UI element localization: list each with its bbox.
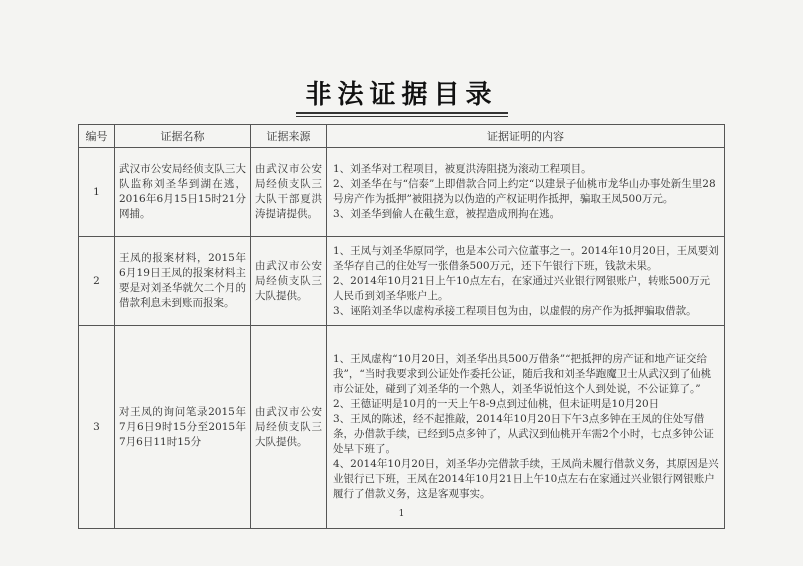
- table-header-row: [79, 125, 725, 148]
- content-item: 4、2014年10月20日，刘圣华办完借款手续，王凤尚未履行借款义务，其原因是兴业银行已下班，王凤在2014年10月21日上午10点左右在家通过兴业银行网银账户履行了借款义务，这是客观事实。: [333, 458, 719, 500]
- content-item: 3、王凤的陈述，经不起推敲，2014年10月20日下午3点多钟在王凤的住处写借条，办借款手续，已经到5点多钟了，从武汉到仙桃开车需2个小时，七点多钟公证处早下班了。: [333, 413, 714, 455]
- header-evidence-source: 证据来源: [251, 125, 327, 148]
- content-item: 3、诬陷刘圣华以虚构承接工程项目包为由，以虚假的房产作为抵押骗取借款。: [333, 304, 697, 317]
- table-row: [79, 237, 725, 326]
- row-evidence-name: 王凤的报案材料，2015年6月19日王凤的报案材料主要是对刘圣华就欠二个月的借款利息未到账而报案。: [115, 237, 251, 326]
- content-item: 1、王凤虚构“10月20日，刘圣华出具500万借条”“把抵押的房产证和地产证交给我”，“当时我要求到公证处作委托公证，随后我和刘圣华跑魔卫士从武汉到了仙桃市公证处，碰到了刘圣华的一个熟人，刘圣华说怕这个人到处说，不公证算了。”: [333, 353, 712, 395]
- header-evidence-name: 证据名称: [115, 125, 251, 148]
- page-number: 1: [398, 509, 405, 519]
- row-evidence-name: 武汉市公安局经侦支队三大队监称刘圣华到湖在逃，2016年6月15日15时21分网捕。: [115, 148, 251, 237]
- content-item: 2、刘圣华在与“信泰”上即借款合同上约定“以建景子仙桃市龙华山办事处新生里28号房产作为抵押”被阻挠为以伪造的产权证明作抵押，骗取王凤500万元。: [333, 178, 716, 205]
- content-item: 2、2014年10月21日上午10点左右，在家通过兴业银行网银账户，转账500万元人民币到刘圣华账户上。: [333, 274, 711, 302]
- row-evidence-source: 由武汉市公安局经侦支队三大队提供。: [251, 237, 327, 326]
- title-underline-thin: [296, 116, 508, 117]
- row-number: 1: [79, 148, 115, 237]
- evidence-table: [78, 124, 725, 529]
- row-number: 2: [79, 237, 115, 326]
- row-evidence-content: [327, 326, 725, 529]
- row-number: 3: [79, 326, 115, 529]
- row-evidence-source: 由武汉市公安局经侦支队三大队提供。: [251, 326, 327, 529]
- content-item: 2、王德证明是10月的一天上午8-9点到过仙桃，但未证明是10月20日: [333, 398, 660, 410]
- header-number: 编号: [79, 125, 115, 148]
- content-item: 3、刘圣华到偷人在截生意，被捏造成刑拘在逃。: [333, 208, 561, 220]
- content-item: 1、刘圣华对工程项目，被夏洪涛阻挠为滚动工程项目。: [333, 163, 592, 175]
- title-underline: [296, 112, 508, 114]
- header-evidence-content: 证据证明的内容: [327, 125, 725, 148]
- row-evidence-source: 由武汉市公安局经侦支队三大队干部夏洪涛提请提供。: [251, 148, 327, 237]
- table-row: [79, 148, 725, 237]
- row-evidence-name: 对王凤的询问笔录2015年7月6日9时15分至2015年7月6日11时15分: [115, 326, 251, 529]
- document-title: 非法证据目录: [305, 80, 498, 110]
- table-row: [79, 326, 725, 529]
- content-item: 1、王凤与刘圣华原同学，也是本公司六位董事之一。2014年10月20日，王凤要刘圣华存自己的住处写一张借条500万元，还下午银行下班，钱款未果。: [333, 244, 719, 272]
- row-evidence-content: [327, 148, 725, 237]
- row-evidence-content: [327, 237, 725, 326]
